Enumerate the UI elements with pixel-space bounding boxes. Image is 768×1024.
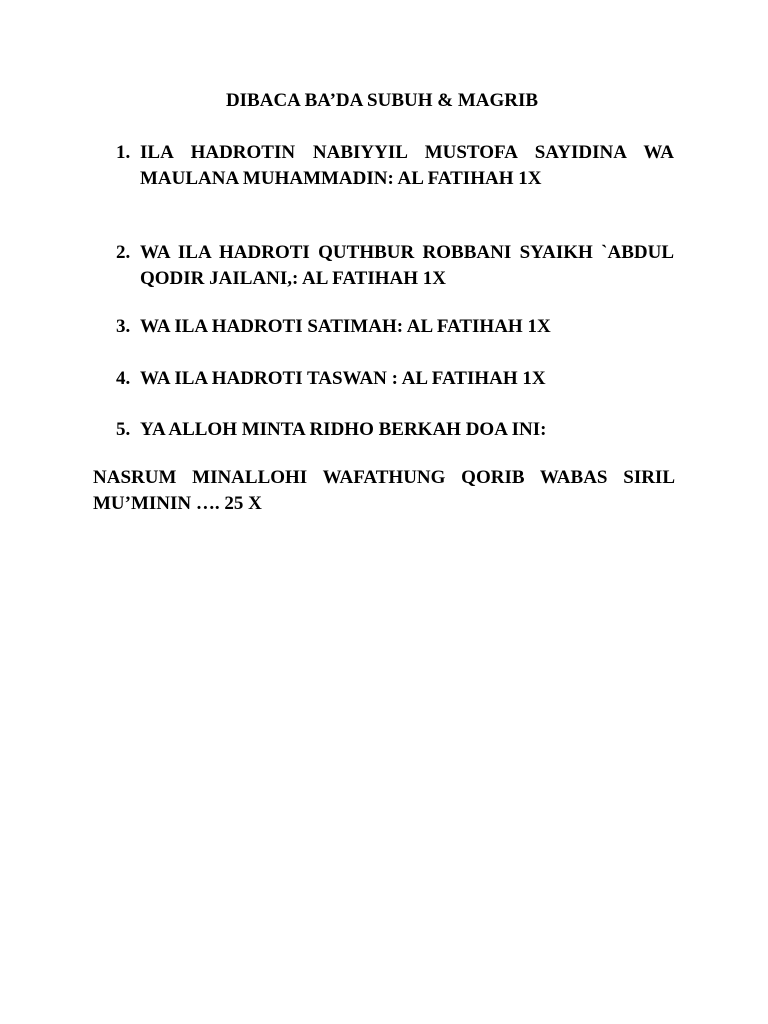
list-item-number: 3.: [116, 316, 131, 337]
document-title: DIBACA BA’DA SUBUH & MAGRIB: [225, 90, 539, 111]
list-item-text: WA ILA HADROTI TASWAN : AL FATIHAH 1X: [140, 368, 546, 389]
list-item: [116, 140, 674, 192]
list-item: [116, 366, 674, 392]
list-item: [116, 417, 674, 443]
list-item: [116, 314, 674, 340]
list-item-text: WA ILA HADROTI QUTHBUR ROBBANI SYAIKH `ABDUL QODIR JAILANI,: AL FATIHAH 1X: [140, 242, 674, 289]
list-item-number: 1.: [116, 142, 131, 163]
list-item-text: ILA HADROTIN NABIYYIL MUSTOFA SAYIDINA WA MAULANA MUHAMMADIN: AL FATIHAH 1X: [140, 142, 674, 189]
list-item-number: 4.: [116, 368, 131, 389]
list-item-text: WA ILA HADROTI SATIMAH: AL FATIHAH 1X: [140, 316, 551, 337]
list-item: [116, 240, 674, 292]
list-item-number: 2.: [116, 242, 131, 263]
list-item-number: 5.: [116, 419, 131, 440]
list-item-text: YA ALLOH MINTA RIDHO BERKAH DOA INI:: [140, 419, 547, 440]
closing-dhikr: NASRUM MINALLOHI WAFATHUNG QORIB WABAS SIRIL MU’MININ …. 25 X: [93, 467, 675, 514]
